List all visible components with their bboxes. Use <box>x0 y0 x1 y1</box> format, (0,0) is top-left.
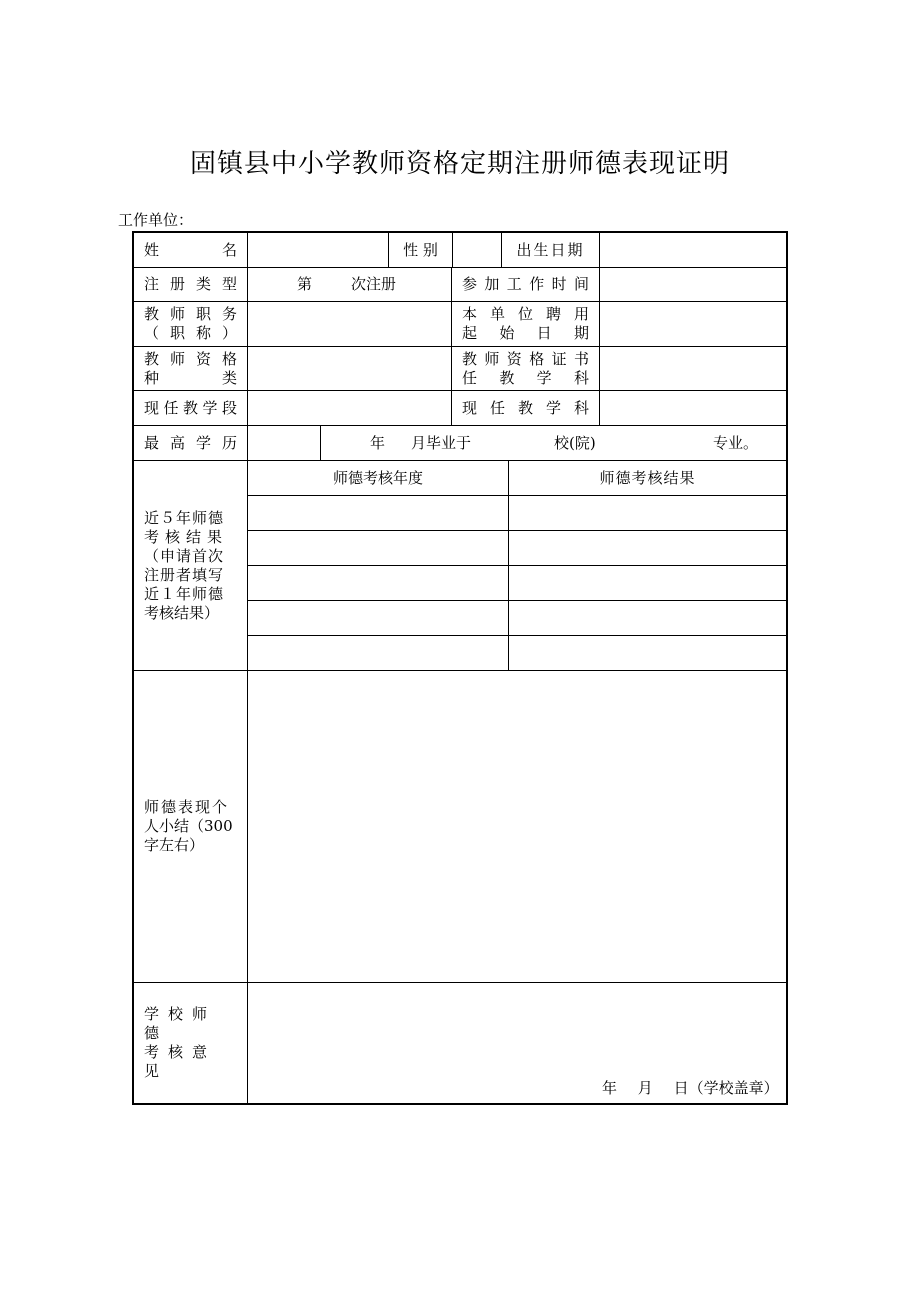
label-line: 近５年师德 <box>144 508 225 527</box>
certificate-subject-label: 教师资格证书 任教学科 <box>462 349 589 387</box>
date-month-label: 月 <box>637 1079 653 1097</box>
evaluation-result-field[interactable] <box>509 601 786 635</box>
gender-label: 性 别 <box>403 240 438 259</box>
major-label: 专业。 <box>713 433 759 452</box>
label-line: 字左右） <box>144 836 205 854</box>
stamp-date-line <box>602 1079 779 1098</box>
birth-date-field[interactable] <box>600 233 786 267</box>
label-line: 考核结果 <box>144 527 229 546</box>
graduated-from-label: 月毕业于 <box>411 433 472 452</box>
hire-start-date-field[interactable] <box>600 302 786 346</box>
name-field[interactable] <box>248 233 388 267</box>
teacher-title-label: 教师职务 （职称） <box>144 305 237 342</box>
personal-summary-field[interactable] <box>248 671 786 982</box>
form-title: 固镇县中小学教师资格定期注册师德表现证明 <box>189 149 730 179</box>
work-unit-label: 工作单位： <box>118 211 194 229</box>
school-opinion-field[interactable] <box>248 983 786 1103</box>
registration-ordinal-suffix: 次注册 <box>351 275 397 293</box>
name-label: 姓 名 <box>144 240 237 259</box>
evaluation-result-field[interactable] <box>509 636 786 670</box>
certificate-subject-field[interactable] <box>600 347 786 390</box>
registration-type-field[interactable] <box>248 268 451 301</box>
hire-start-date-label: 本单位聘用 起始日期 <box>462 305 589 342</box>
date-day-stamp-label: 日（学校盖章） <box>673 1079 779 1097</box>
evaluation-year-field[interactable] <box>248 531 508 565</box>
current-stage-label: 现任教学段 <box>144 398 237 417</box>
gender-field[interactable] <box>453 233 501 267</box>
evaluation-year-field[interactable] <box>248 601 508 635</box>
label-line: （申请首次 <box>144 546 225 565</box>
label-line: 注册者填写 <box>144 565 225 584</box>
registration-ordinal-prefix: 第 <box>297 275 313 293</box>
label-line: 师德表现个 <box>144 798 230 816</box>
evaluation-result-field[interactable] <box>509 566 786 600</box>
graduation-year-label: 年 <box>370 433 386 452</box>
teacher-registration-form <box>132 231 788 1105</box>
highest-education-field[interactable] <box>248 426 320 460</box>
current-stage-field[interactable] <box>248 391 451 425</box>
evaluation-year-field[interactable] <box>248 566 508 600</box>
current-subject-field[interactable] <box>600 391 786 425</box>
date-year-label: 年 <box>602 1079 618 1097</box>
school-label: 校(院) <box>554 433 596 452</box>
qualification-type-field[interactable] <box>248 347 451 390</box>
label-line: 考核结果） <box>144 603 220 622</box>
qualification-type-label: 教师资格 种 类 <box>144 349 237 387</box>
graduation-info-field[interactable] <box>321 426 786 460</box>
registration-type-label: 注册类型 <box>144 275 237 293</box>
label-line: 学校师德 <box>144 1005 217 1042</box>
school-opinion-label <box>134 983 247 1103</box>
current-subject-label: 现任教学科 <box>462 398 589 417</box>
birth-date-label: 出生日期 <box>516 240 585 259</box>
evaluation-year-header: 师德考核年度 <box>332 468 423 487</box>
label-line: 近１年师德 <box>144 584 225 603</box>
work-start-time-field[interactable] <box>600 268 786 301</box>
evaluation-year-field[interactable] <box>248 496 508 530</box>
work-start-time-label: 参加工作时间 <box>462 275 589 293</box>
recent-ethics-evaluation-label <box>134 461 247 670</box>
teacher-title-field[interactable] <box>248 302 451 346</box>
label-line: 考核意见 <box>144 1043 217 1080</box>
highest-education-label: 最高学历 <box>144 433 237 452</box>
personal-summary-label <box>134 671 247 982</box>
label-line: 人小结（300 <box>144 817 233 835</box>
evaluation-result-header: 师德考核结果 <box>599 468 696 487</box>
evaluation-result-field[interactable] <box>509 496 786 530</box>
evaluation-year-field[interactable] <box>248 636 508 670</box>
evaluation-result-field[interactable] <box>509 531 786 565</box>
